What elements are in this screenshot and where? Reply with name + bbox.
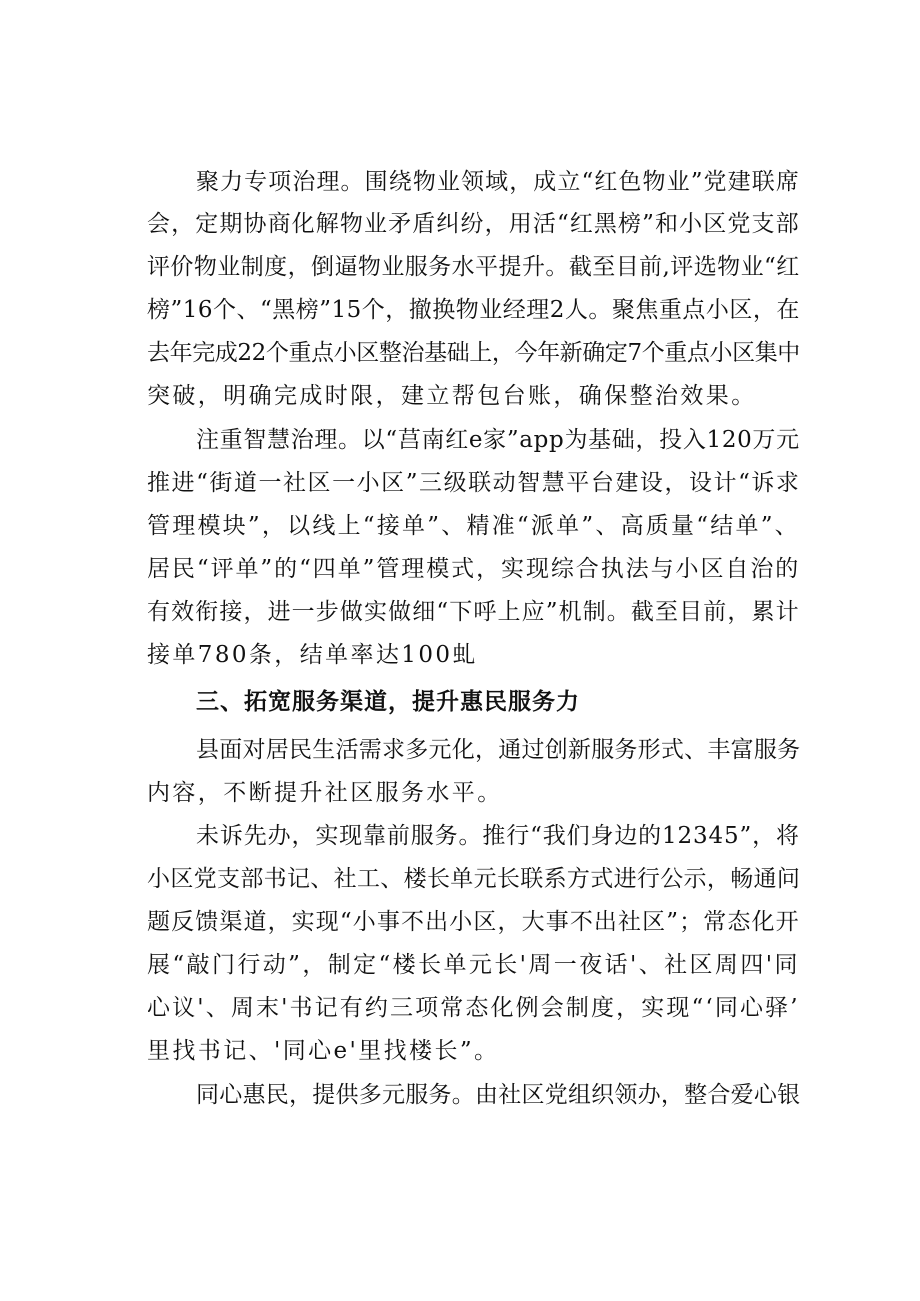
paragraph-2-line-3: 管理模块”，以线上“接单”、精准“派单”、高质量“结单”、: [147, 513, 800, 539]
paragraph-4-line-5: 心议'、周末'书记有约三项常态化例会制度，实现“‘同心驿’: [147, 995, 800, 1021]
paragraph-4-line-1: 未诉先办，实现靠前服务。推行“我们身边的12345”，将: [196, 823, 800, 849]
paragraph-1-line-4: 榜”16个、“黑榜”15个，撤换物业经理2人。聚焦重点小区，在: [147, 297, 800, 323]
paragraph-3-line-2: 内容，不断提升社区服务水平。: [147, 780, 503, 806]
paragraph-2-line-4: 居民“评单”的“四单”管理模式，实现综合执法与小区自治的: [147, 556, 801, 582]
paragraph-2-line-5: 有效衔接，进一步做实做细“下呼上应”机制。截至目前，累计: [147, 599, 800, 625]
paragraph-5-line-1: 同心惠民，提供多元服务。由社区党组织领办，整合爱心银: [196, 1082, 801, 1108]
paragraph-4-line-6: 里找书记、'同心e'里找楼长”。: [147, 1038, 500, 1064]
paragraph-2-line-2: 推进“街道一社区一小区”三级联动智慧平台建设，设计“诉求: [147, 470, 801, 496]
paragraph-1-line-2: 会，定期协商化解物业矛盾纠纷，用活“红黑榜”和小区党支部: [147, 211, 800, 237]
paragraph-1-line-5: 去年完成22个重点小区整治基础上，今年新确定7个重点小区集中: [147, 340, 800, 366]
paragraph-2-line-6: 接单780条，结单率达100虬: [147, 642, 478, 668]
paragraph-1-line-6: 突破，明确完成时限，建立帮包台账，确保整治效果。: [147, 383, 757, 409]
section-heading-3: 三、拓宽服务渠道，提升惠民服务力: [196, 689, 580, 715]
paragraph-4-line-2: 小区党支部书记、社工、楼长单元长联系方式进行公示，畅通问: [147, 866, 801, 892]
paragraph-4-line-3: 题反馈渠道，实现“小事不出小区，大事不出社区”；常态化开: [147, 909, 800, 935]
paragraph-2-line-1: 注重智慧治理。以“莒南红e家”app为基础，投入120万元: [196, 427, 800, 453]
paragraph-1-line-3: 评价物业制度，倒逼物业服务水平提升。截至目前,评选物业“红: [147, 254, 800, 280]
paragraph-3-line-1: 县面对居民生活需求多元化，通过创新服务形式、丰富服务: [196, 737, 801, 763]
paragraph-1-line-1: 聚力专项治理。围绕物业领域，成立“红色物业”党建联席: [196, 169, 800, 195]
paragraph-4-line-4: 展“敲门行动”，制定“楼长单元长'周一夜话'、社区周四'同: [147, 952, 800, 978]
